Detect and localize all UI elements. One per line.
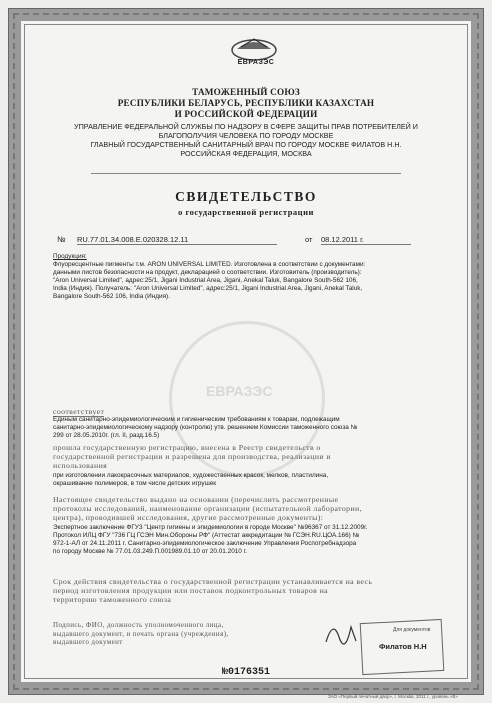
validity-statement [53,577,463,605]
eurasec-logo [229,35,279,61]
registration-line: использования [53,461,108,471]
union-line-1: ТАМОЖЕННЫЙ СОЮЗ [192,87,300,97]
conformity-line: санитарно-эпидемиологическому надзору (контролю) утв. решением Комиссии таможенного союза № [53,424,358,431]
basis-line: Протокол ИЛЦ ФГУ "736 ГЦ ГСЭН Мин.Обороны РФ" (Аттестат аккредитации № ГСЭН.RU.ЦОА.166) № [53,532,360,539]
validity-line: период изготовления продукции или поставок подконтрольных товаров на [53,586,329,596]
basis-label-line: протоколы исследований, наименование организации (испытательной лаборатории, [53,504,362,514]
product-label: Продукция: [53,253,87,260]
basis-line: Экспертное заключение ФГУЗ "Центр гигиены и эпидемиологии в городе Москве" №96367 от 31.12.2009г. [53,524,368,531]
signature-label-line: выдавшего документ, и печать органа (учреждения), [53,629,229,638]
basis-line: 972-1-АЛ от 24.11.2011 г. Санитарно-эпидемиологическое заключение Управления Роспотребнадзора [53,540,357,547]
handwritten-signature [321,617,361,647]
conformity-line: 299 от 28.05.2010г. (гл. II, разд.16.5) [53,432,160,439]
signature-label [53,621,313,647]
registration-line: прошла государственную регистрацию, внесена в Реестр свидетельств о [53,443,321,452]
basis-label [53,495,463,523]
date-label: от [305,235,313,244]
usage-line: при изготовлении лакокрасочных материалов, художественных красок, мелков, пластилина, [53,472,329,479]
basis-label-line: Настоящее свидетельство выдано на основании (перечислить рассмотренные [53,495,339,504]
validity-line: территорию таможенного союза [53,595,172,605]
authority-line-1: УПРАВЛЕНИЕ ФЕДЕРАЛЬНОЙ СЛУЖБЫ ПО НАДЗОРУ В СФЕРЕ ЗАЩИТЫ ПРАВ ПОТРЕБИТЕЛЕЙ И [74,122,418,131]
union-line-3: И РОССИЙСКОЙ ФЕДЕРАЦИИ [174,109,318,119]
usage-line: окрашивание полимеров, в том числе детских игрушек [53,480,217,487]
authority-line-2: БЛАГОПОЛУЧИЯ ЧЕЛОВЕКА ПО ГОРОДУ МОСКВЕ [158,131,334,140]
authority-line-3: ГЛАВНЫЙ ГОСУДАРСТВЕННЫЙ САНИТАРНЫЙ ВРАЧ ПО ГОРОДУ МОСКВЕ ФИЛАТОВ Н.Н. [90,140,402,149]
product-description [53,261,453,301]
product-line: Флуоресцентные пигменты т.м. ARON UNIVERSAL LIMITED. Изготовлена в соответствии с документами: [53,261,366,268]
product-line: India (Индия). Получатель: "Aron Universal Limited", адрес:25/1, Jigani Industrial Area, Jigani, Anekal Taluk, [53,285,363,292]
certificate-date: 08.12.2011 г. [321,236,411,245]
product-line: Bangalore South-562 106, India (Индия). [53,293,170,300]
header-divider [91,173,401,174]
printer-note: ЗАО «Первый печатный двор», г. Москва, 2011 г., уровень «В» [328,694,458,699]
product-line: "Aron Universal Limited", адрес:25/1, Jigani Industrial Area, Jigani, Anekal Taluk, Bangalore South-562 106, [53,277,358,284]
basis-line: по городу Москве № 77.01.03.249.П.001989.01.10 от 20.01.2010 г. [53,548,247,555]
document-title: СВИДЕТЕЛЬСТВО [175,189,317,204]
conformity-line: Единым санитарно-эпидемиологическим и гигиеническим требованиям к товарам, подлежащим [53,416,340,423]
union-line-2: РЕСПУБЛИКИ БЕЛАРУСЬ, РЕСПУБЛИКИ КАЗАХСТАН [117,98,375,108]
conformity-label: соответствует [53,407,105,416]
authority-line-4: РОССИЙСКАЯ ФЕДЕРАЦИЯ, МОСКВА [180,149,312,158]
registration-line: государственной регистрации и разрешена для производства, реализации и [53,452,331,462]
usage-description [53,472,453,488]
validity-line: Срок действия свидетельства о государственной регистрации устанавливается на весь [53,577,373,586]
signature-label-line: выдавшего документ [53,638,123,646]
signature-label-line: Подпись, ФИО, должность уполномоченного лица, [53,621,224,629]
number-label: № [57,235,66,244]
signatory-name: Филатов Н.Н [379,642,427,651]
document-subtitle: о государственной регистрации [178,207,314,217]
certificate-number: RU.77.01.34.008.Е.020328.12.11 [77,236,277,245]
conformity-requirements [53,416,453,440]
serial-number: №0176351 [221,667,270,678]
product-line: данными листов безопасности на продукт, декларацией о соответствии. Изготовитель (производитель): [53,269,362,276]
stamp-text: Для документов [393,627,431,633]
certificate-frame [9,9,483,694]
watermark-text: ЕВРАЗЭС [206,383,273,399]
logo-text: ЕВРАЗЭС [237,59,275,66]
basis-documents [53,524,463,556]
registration-statement [53,443,463,471]
basis-label-line: центра), проводившей исследования, другие рассмотренные документы): [53,513,324,523]
